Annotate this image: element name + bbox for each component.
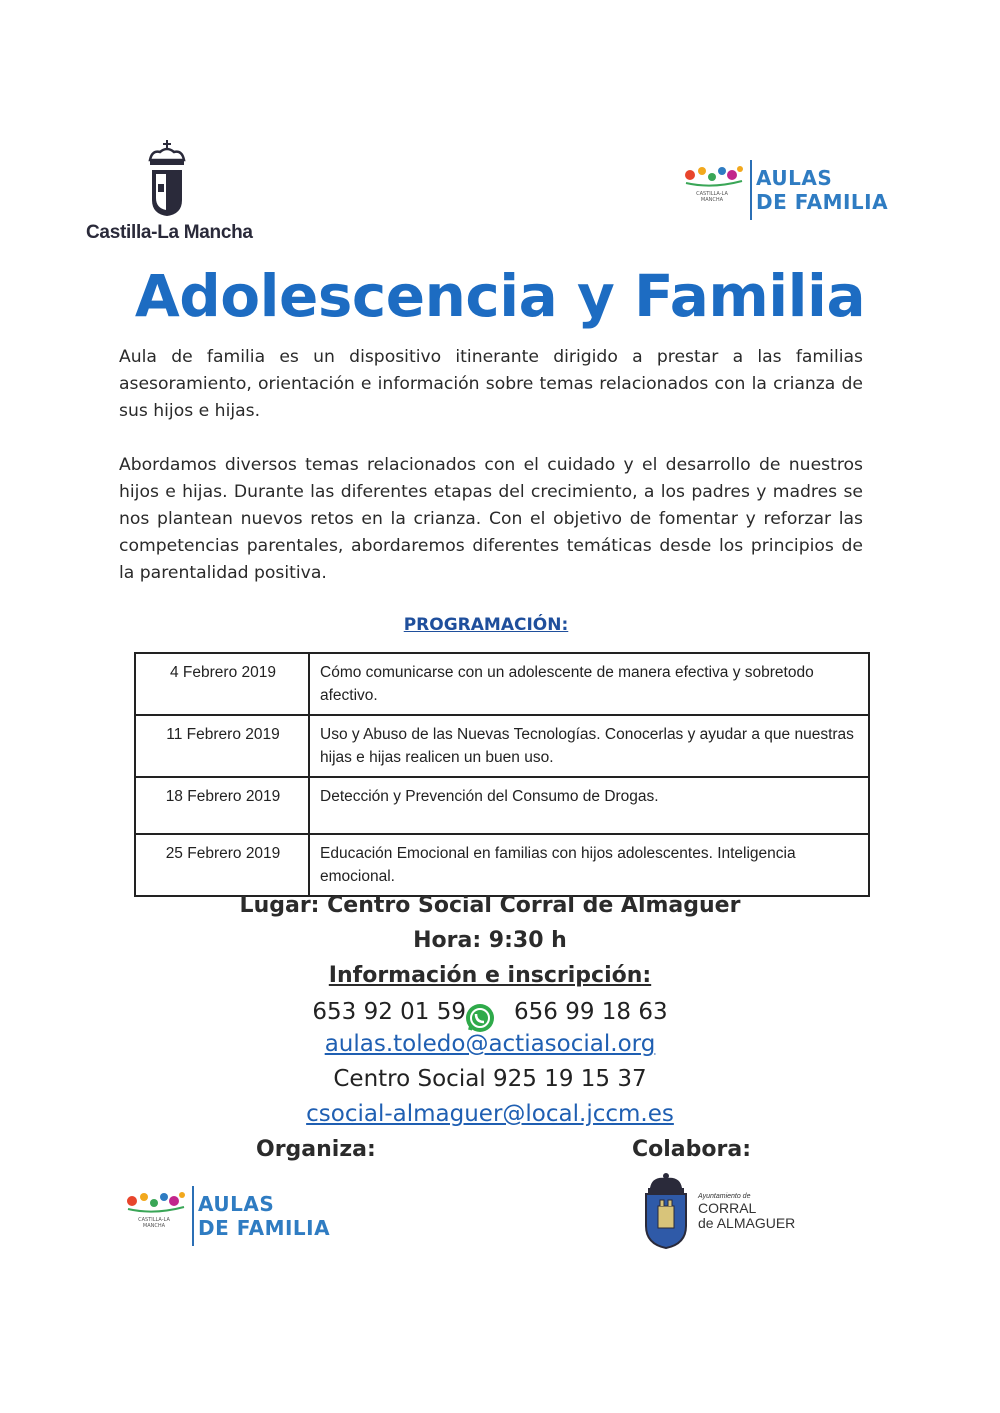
aulas-de-familia-logo bbox=[682, 160, 888, 220]
table-row bbox=[135, 834, 869, 896]
session-topic: Uso y Abuso de las Nuevas Tecnologías. Conocerlas y ayudar a que nuestras hijas e hijas realicen un buen uso. bbox=[309, 715, 869, 777]
aulas-line2: DE FAMILIA bbox=[756, 190, 889, 214]
page-title: Adolescencia y Familia bbox=[134, 262, 866, 330]
aulas-divider bbox=[750, 160, 752, 220]
table-row bbox=[135, 715, 869, 777]
email-link-aulas[interactable]: aulas.toledo@actiasocial.org bbox=[324, 1031, 656, 1057]
castilla-la-mancha-logo bbox=[82, 138, 252, 248]
phone-number-2[interactable]: 656 99 18 63 bbox=[514, 999, 668, 1025]
clm-logo-text: Castilla-La Mancha bbox=[86, 222, 253, 243]
aulas-de-familia-logo-footer bbox=[124, 1186, 330, 1246]
aulas-tiny-text: CASTILLA-LA MANCHA bbox=[138, 1217, 170, 1229]
aulas-divider bbox=[192, 1186, 194, 1246]
phone-number-1[interactable]: 653 92 01 59 bbox=[312, 999, 466, 1025]
hora-text: Hora: 9:30 h bbox=[413, 928, 567, 953]
centro-social-phone: Centro Social 925 19 15 37 bbox=[333, 1066, 647, 1092]
intro-paragraph: Aula de familia es un dispositivo itinerante dirigido a prestar a las familias asesoramiento, orientación e información sobre temas relacionados con la crianza de sus hijos e hijas. bbox=[119, 347, 863, 421]
ayto-name-line2: de ALMAGUER bbox=[698, 1214, 796, 1231]
session-topic: Educación Emocional en familias con hijos adolescentes. Inteligencia emocional. bbox=[309, 834, 869, 896]
session-topic: Detección y Prevención del Consumo de Drogas. bbox=[309, 777, 869, 834]
session-topic: Cómo comunicarse con un adolescente de manera efectiva y sobretodo afectivo. bbox=[309, 653, 869, 715]
schedule-table bbox=[134, 652, 870, 897]
description-paragraph: Abordamos diversos temas relacionados con el cuidado y el desarrollo de nuestros hijos e hijas. Durante las diferentes etapas del crecimiento, a los padres y madres se nos plantean nuevos retos en la crianza. Con el objetivo de fomentar y reforzar las competencias parentales, abordaremos diferentes temáticas desde los principios de la parentalidad positiva. bbox=[119, 455, 863, 583]
aulas-line1: AULAS bbox=[756, 166, 833, 190]
aulas-line2: DE FAMILIA bbox=[198, 1216, 331, 1240]
session-date: 25 Febrero 2019 bbox=[135, 834, 309, 896]
session-date: 4 Febrero 2019 bbox=[135, 653, 309, 715]
email-link-csocial[interactable]: csocial-almaguer@local.jccm.es bbox=[306, 1101, 674, 1127]
ayto-small-text: Ayuntamiento de bbox=[698, 1192, 751, 1200]
colabora-label: Colabora: bbox=[632, 1137, 752, 1162]
flowers-icon bbox=[682, 161, 748, 219]
whatsapp-icon bbox=[464, 1002, 496, 1034]
programacion-heading: PROGRAMACIÓN: bbox=[403, 615, 569, 635]
lugar-text: Lugar: Centro Social Corral de Almaguer bbox=[239, 893, 741, 918]
table-row bbox=[135, 653, 869, 715]
aulas-tiny-text: CASTILLA-LA MANCHA bbox=[696, 191, 728, 203]
corral-de-almaguer-logo bbox=[640, 1172, 795, 1250]
organiza-label: Organiza: bbox=[256, 1137, 376, 1162]
phone-line bbox=[0, 996, 980, 1028]
aulas-line1: AULAS bbox=[198, 1192, 275, 1216]
ayto-name-line1: CORRAL bbox=[698, 1199, 757, 1216]
inscripcion-heading: Información e inscripción: bbox=[328, 963, 652, 988]
flowers-icon bbox=[124, 1187, 190, 1245]
session-date: 18 Febrero 2019 bbox=[135, 777, 309, 834]
table-row bbox=[135, 777, 869, 834]
crown-shield-icon bbox=[144, 138, 190, 218]
coat-of-arms-icon bbox=[640, 1172, 692, 1250]
session-date: 11 Febrero 2019 bbox=[135, 715, 309, 777]
